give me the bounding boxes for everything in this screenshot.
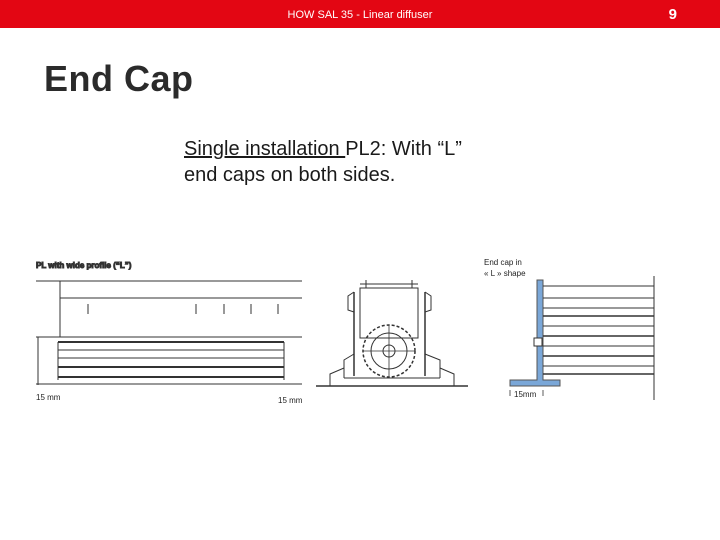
body-text-rest: PL2: With “L” end caps on both sides. (184, 138, 462, 186)
header-title: HOW SAL 35 - Linear diffuser (287, 9, 433, 21)
side-view-drawing (36, 261, 303, 405)
body-text (184, 136, 484, 188)
l-end-cap-shape (510, 280, 560, 386)
slide-title: End Cap (44, 58, 194, 99)
left-caption: PL with wide profile (“L”) (36, 261, 132, 270)
left-dim-1: 15 mm (36, 393, 61, 402)
left-dim-2: 15 mm (278, 396, 303, 405)
end-cap-detail-drawing (484, 258, 654, 400)
right-dim: 15mm (514, 390, 537, 399)
body-text-underlined: Single installation (184, 138, 346, 160)
right-caption-line1: End cap in (484, 258, 522, 267)
right-caption-line2: « L » shape (484, 269, 526, 278)
page-number: 9 (668, 6, 677, 23)
header-bar (0, 0, 720, 28)
cross-section-drawing (316, 280, 468, 386)
technical-drawing (0, 250, 720, 410)
